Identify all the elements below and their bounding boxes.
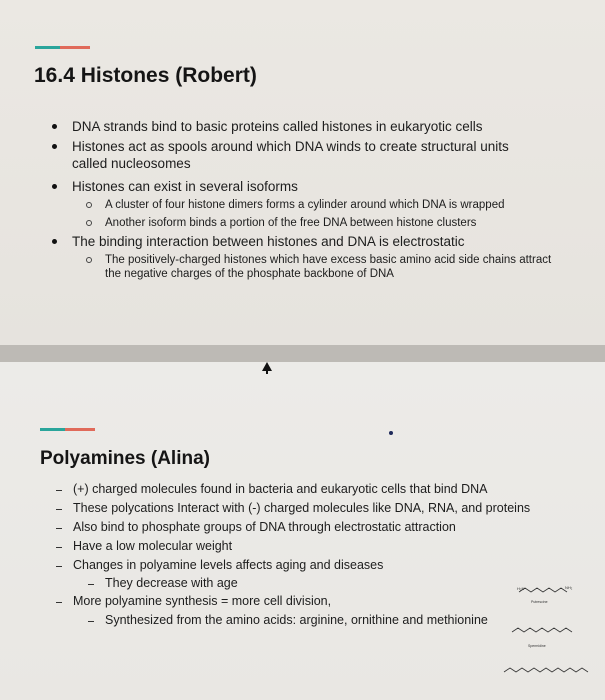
bullet-icon <box>52 239 57 244</box>
bullet-icon <box>52 184 57 189</box>
item-text: (+) charged molecules found in bacteria and eukaryotic cells that bind DNA <box>73 482 488 496</box>
bullet-text: The binding interaction between histones and DNA is electrostatic <box>72 234 465 249</box>
dash-list <box>58 482 538 628</box>
list-item <box>58 520 538 535</box>
bullet-text: Histones act as spools around which DNA winds to create structural units called nucleosomes <box>72 139 509 171</box>
svg-text:NH₂: NH₂ <box>565 585 573 590</box>
sub-bullet-text: The positively-charged histones which have excess basic amino acid side chains attract the negative charges of the phosphate backbone of DNA <box>105 254 552 280</box>
putrescine-label: Putrescine <box>531 600 548 604</box>
slide-title: Polyamines (Alina) <box>40 448 210 469</box>
list-item <box>58 558 538 573</box>
circle-bullet-icon <box>86 257 92 263</box>
dash-bullet-icon <box>88 584 94 585</box>
sub-bullet-text: Another isoform binds a portion of the free DNA between histone clusters <box>105 217 477 229</box>
sub-item-text: They decrease with age <box>105 576 238 590</box>
dash-bullet-icon <box>56 528 62 529</box>
dash-bullet-icon <box>56 566 62 567</box>
circle-bullet-icon <box>86 220 92 226</box>
bullet-icon <box>52 144 57 149</box>
sub-list-item <box>56 253 555 281</box>
sub-list-item <box>56 216 566 230</box>
spermidine-structure-image <box>508 620 578 650</box>
slide-histones <box>0 0 605 345</box>
dash-bullet-icon <box>56 509 62 510</box>
dash-bullet-icon <box>88 621 94 622</box>
putrescine-structure-image <box>515 580 575 606</box>
bullet-text: DNA strands bind to basic proteins called histones in eukaryotic cells <box>72 119 483 134</box>
list-item <box>58 539 538 554</box>
sub-bullet-text: A cluster of four histone dimers forms a cylinder around which DNA is wrapped <box>105 199 505 211</box>
list-item <box>56 233 566 250</box>
dot-marker <box>389 431 393 435</box>
sub-list-item <box>58 613 538 628</box>
sub-list-item <box>58 576 538 591</box>
mouse-cursor-stem <box>266 370 268 374</box>
list-item <box>58 594 538 609</box>
title-accent-bar <box>40 428 95 431</box>
sub-item-text: Synthesized from the amino acids: arginine, ornithine and methionine <box>105 613 488 627</box>
dash-bullet-icon <box>56 602 62 603</box>
item-text: Have a low molecular weight <box>73 539 233 553</box>
item-text: These polycations Interact with (-) charged molecules like DNA, RNA, and proteins <box>73 501 531 515</box>
list-item <box>56 118 566 135</box>
item-text: Also bind to phosphate groups of DNA through electrostatic attraction <box>73 520 456 534</box>
spermidine-label: Spermidine <box>528 644 546 648</box>
dash-bullet-icon <box>56 490 62 491</box>
slide-polyamines <box>0 362 605 700</box>
list-item <box>56 178 566 195</box>
bullet-icon <box>52 124 57 129</box>
title-accent-bar <box>35 46 90 49</box>
slide-title: 16.4 Histones (Robert) <box>34 64 257 87</box>
item-text: Changes in polyamine levels affects aging and diseases <box>73 558 384 572</box>
list-item <box>58 482 538 497</box>
spermine-structure-image <box>500 660 595 682</box>
bullet-list <box>56 118 566 281</box>
circle-bullet-icon <box>86 202 92 208</box>
svg-text:H₂N: H₂N <box>517 586 525 591</box>
list-item <box>58 501 538 516</box>
list-item <box>56 138 542 172</box>
item-text: More polyamine synthesis = more cell division, <box>73 594 332 608</box>
bullet-text: Histones can exist in several isoforms <box>72 179 298 194</box>
sub-list-item <box>56 198 566 212</box>
dash-bullet-icon <box>56 547 62 548</box>
slide-separator <box>0 345 605 362</box>
